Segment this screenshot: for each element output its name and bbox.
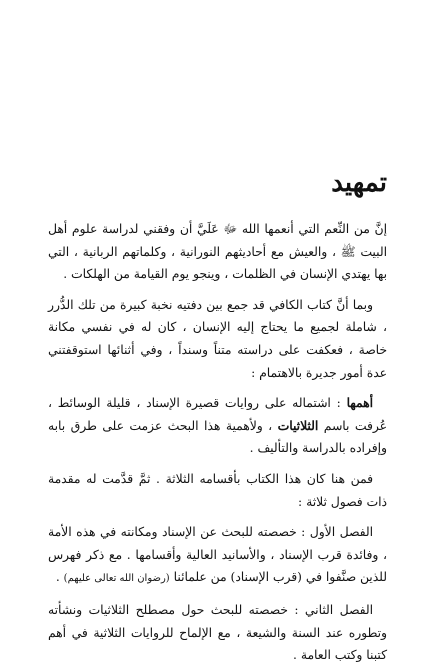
paragraph-chapter-one-text-a: الفصل الأول : خصصته للبحث عن الإسناد ومكانته في هذه الأمة ، وفائدة قرب الإسناد ، والأسانيد العالية وأقسامها . مع ذكر فهرس للذين صنَّفوا في (قرب الإسناد) من علمائنا [48, 525, 387, 585]
paragraph-structure [48, 468, 387, 513]
paragraph-chapter-one-text-b: . [55, 570, 64, 585]
paragraph-lead-word: أهمها [346, 395, 373, 411]
paragraph-thulathiyat [48, 392, 387, 460]
paragraph-kafi [48, 294, 387, 384]
paragraph-gap [48, 384, 387, 392]
paragraph-gap [48, 460, 387, 468]
honorific-note: (رضوان الله تعالى عليهم) [63, 573, 170, 585]
bold-term-thulathiyat: الثلاثيات [277, 417, 319, 433]
paragraph-kafi-text: وبما أنَّ كتاب الكافي قد جمع بين دفتيه نخبة كبيرة من تلك الدُّرر ، شاملة لجميع ما يحتاج إليه الإنسان ، كان له في نفسي مكانة خاصة ، فعكفت على دراسته متناً وسنداً ، وفي أثنائها استوقفتني عدة أمور جديرة بالاهتمام : [48, 297, 387, 380]
paragraph-thulathiyat-text-a: : اشتماله على روايات قصيرة الإسناد ، قليلة الوسائط ، عُرفت باسم [48, 396, 387, 433]
paragraph-chapter-two [48, 599, 387, 667]
paragraph-chapter-two-text: الفصل الثاني : خصصته للبحث حول مصطلح الثلاثيات ونشأته وتطوره عند السنة والشيعة ، مع الإلماح للروايات الثلاثية في أهم كتبنا وكتب العامة . [48, 602, 387, 663]
section-heading: تمهيد [331, 168, 387, 198]
paragraph-gap [48, 286, 387, 294]
paragraph-gap [48, 513, 387, 521]
paragraph-intro [48, 218, 387, 286]
paragraph-gap [48, 591, 387, 599]
paragraph-intro-text: إنَّ من النِّعم التي أنعمها الله ﷻ عَلَيَّ أن وفقني لدراسة علوم أهل البيت ﷺ ، والعيش مع أحاديثهم النورانية ، وكلماتهم الربانية ، التي بها يهتدي الإنسان في الظلمات ، وينجو يوم القيامة من الهلكات . [48, 222, 387, 282]
body-text [48, 218, 387, 667]
paragraph-thulathiyat-text-b: ، ولأهمية هذا البحث عزمت على طرق بابه وإفراده بالدراسة والتأليف . [48, 418, 387, 456]
paragraph-structure-text: فمن هنا كان هذا الكتاب بأقسامه الثلاثة . ثمَّ قدَّمت له مقدمة ذات فصول ثلاثة : [48, 471, 387, 509]
paragraph-chapter-one [48, 521, 387, 591]
